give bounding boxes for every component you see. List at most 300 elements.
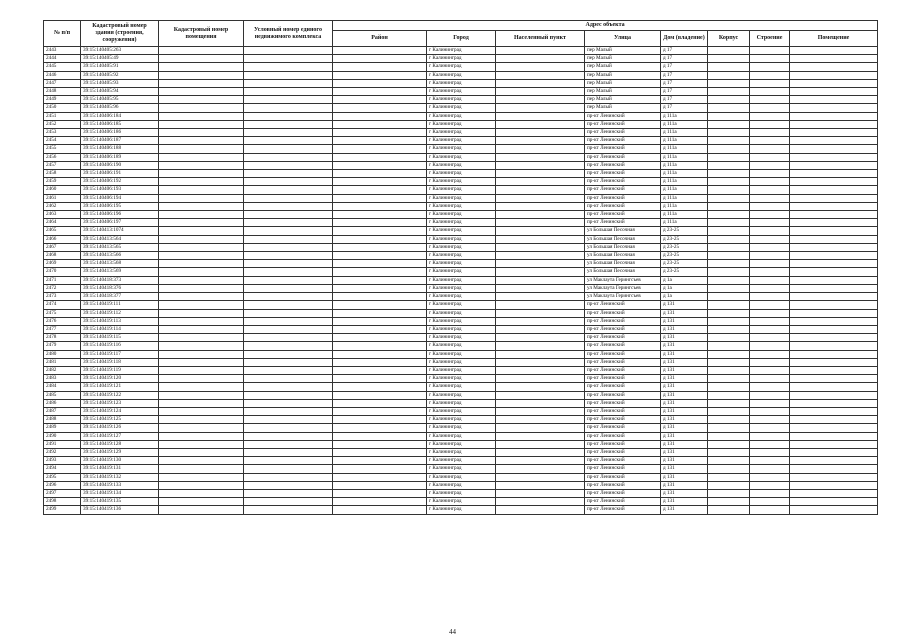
cell-korpus	[708, 129, 750, 137]
cell-premise_cad	[159, 268, 244, 276]
cell-n: 2486	[44, 399, 81, 407]
cell-korpus	[708, 47, 750, 55]
cell-cad: 39:15:140413:569	[81, 268, 159, 276]
cell-street: пр-кт Ленинский	[585, 424, 661, 432]
cell-cad: 39:15:140406:194	[81, 194, 159, 202]
cell-korpus	[708, 424, 750, 432]
cell-building	[750, 481, 790, 489]
cell-city: г Калининград	[427, 71, 496, 79]
cell-cad: 39:15:140419:130	[81, 457, 159, 465]
cell-premise_cad	[159, 186, 244, 194]
cell-premise_cad	[159, 55, 244, 63]
cell-premise_cad	[159, 391, 244, 399]
cell-n: 2460	[44, 186, 81, 194]
cell-building	[750, 243, 790, 251]
table-row	[44, 153, 878, 161]
cell-cond	[244, 235, 333, 243]
table-row	[44, 342, 878, 350]
cell-locality	[496, 325, 585, 333]
cell-locality	[496, 137, 585, 145]
cell-city: г Калининград	[427, 211, 496, 219]
cell-n: 2473	[44, 293, 81, 301]
table-row	[44, 473, 878, 481]
table-row	[44, 407, 878, 415]
table-row	[44, 88, 878, 96]
cell-house: д 131	[661, 358, 708, 366]
cell-premise_cad	[159, 407, 244, 415]
table-row	[44, 334, 878, 342]
cell-district	[333, 120, 427, 128]
cell-cad: 39:15:140413:1074	[81, 227, 159, 235]
cell-premise	[790, 440, 878, 448]
cell-district	[333, 489, 427, 497]
cell-premise_cad	[159, 465, 244, 473]
cell-cad: 39:15:140419:135	[81, 498, 159, 506]
cell-cad: 39:15:140413:568	[81, 260, 159, 268]
cell-cond	[244, 440, 333, 448]
cell-street: пр-кт Ленинский	[585, 399, 661, 407]
cell-street: пр-кт Ленинский	[585, 407, 661, 415]
cell-street: пр-кт Ленинский	[585, 153, 661, 161]
cell-district	[333, 170, 427, 178]
cell-premise_cad	[159, 301, 244, 309]
cell-house: д 131	[661, 309, 708, 317]
cell-cond	[244, 383, 333, 391]
cell-korpus	[708, 334, 750, 342]
cell-cond	[244, 448, 333, 456]
table-row	[44, 284, 878, 292]
cell-n: 2454	[44, 137, 81, 145]
cell-house: д 17	[661, 55, 708, 63]
cell-premise	[790, 506, 878, 514]
cell-locality	[496, 120, 585, 128]
cell-locality	[496, 342, 585, 350]
cell-building	[750, 350, 790, 358]
cell-locality	[496, 227, 585, 235]
cell-street: пр-кт Ленинский	[585, 202, 661, 210]
cell-n: 2481	[44, 358, 81, 366]
cell-street: пр-кт Ленинский	[585, 325, 661, 333]
cell-building	[750, 96, 790, 104]
header-premise: Помещение	[790, 31, 878, 47]
cell-premise_cad	[159, 260, 244, 268]
cell-house: д 111а	[661, 178, 708, 186]
cell-district	[333, 375, 427, 383]
cell-street: пр-кт Ленинский	[585, 342, 661, 350]
cell-premise_cad	[159, 137, 244, 145]
cell-n: 2477	[44, 325, 81, 333]
cell-locality	[496, 350, 585, 358]
cell-district	[333, 186, 427, 194]
cell-house: д 131	[661, 342, 708, 350]
cell-cond	[244, 375, 333, 383]
table-row	[44, 301, 878, 309]
cell-cond	[244, 325, 333, 333]
cell-premise	[790, 309, 878, 317]
cell-korpus	[708, 112, 750, 120]
table-row	[44, 235, 878, 243]
cell-district	[333, 293, 427, 301]
cell-premise	[790, 120, 878, 128]
table-row	[44, 194, 878, 202]
cell-korpus	[708, 506, 750, 514]
table-row	[44, 350, 878, 358]
cell-cond	[244, 252, 333, 260]
cell-district	[333, 219, 427, 227]
cell-cond	[244, 186, 333, 194]
cell-locality	[496, 252, 585, 260]
cell-n: 2466	[44, 235, 81, 243]
cell-house: д 111а	[661, 129, 708, 137]
cell-cond	[244, 260, 333, 268]
cell-building	[750, 194, 790, 202]
cell-premise_cad	[159, 399, 244, 407]
cell-cad: 39:15:140419:114	[81, 325, 159, 333]
cell-house: д 17	[661, 63, 708, 71]
cell-district	[333, 153, 427, 161]
cell-district	[333, 145, 427, 153]
cell-premise	[790, 63, 878, 71]
cell-premise	[790, 161, 878, 169]
cell-locality	[496, 194, 585, 202]
cell-street: пр-кт Ленинский	[585, 448, 661, 456]
cell-korpus	[708, 235, 750, 243]
cell-city: г Калининград	[427, 170, 496, 178]
table-row	[44, 63, 878, 71]
cell-locality	[496, 153, 585, 161]
cell-premise_cad	[159, 243, 244, 251]
cell-premise_cad	[159, 170, 244, 178]
cell-cad: 39:15:140405:93	[81, 79, 159, 87]
cell-premise_cad	[159, 235, 244, 243]
cell-premise	[790, 432, 878, 440]
cell-cad: 39:15:140419:136	[81, 506, 159, 514]
cell-cad: 39:15:140419:132	[81, 473, 159, 481]
cell-n: 2487	[44, 407, 81, 415]
cell-premise_cad	[159, 383, 244, 391]
cell-n: 2492	[44, 448, 81, 456]
table-row	[44, 391, 878, 399]
header-district: Район	[333, 31, 427, 47]
cell-premise	[790, 301, 878, 309]
cell-premise	[790, 334, 878, 342]
cell-building	[750, 284, 790, 292]
cell-cond	[244, 178, 333, 186]
cell-n: 2483	[44, 375, 81, 383]
cell-district	[333, 104, 427, 112]
cell-city: г Калининград	[427, 284, 496, 292]
cell-cond	[244, 416, 333, 424]
cell-cad: 39:15:140419:125	[81, 416, 159, 424]
cell-cad: 39:15:140413:564	[81, 235, 159, 243]
cell-locality	[496, 432, 585, 440]
cell-korpus	[708, 71, 750, 79]
table-row	[44, 448, 878, 456]
cell-house: д 1а	[661, 284, 708, 292]
cell-building	[750, 276, 790, 284]
cell-street: пер Малый	[585, 63, 661, 71]
cell-district	[333, 342, 427, 350]
cell-city: г Калининград	[427, 120, 496, 128]
cell-korpus	[708, 219, 750, 227]
cell-street: пр-кт Ленинский	[585, 432, 661, 440]
cell-premise	[790, 194, 878, 202]
cell-house: д 131	[661, 432, 708, 440]
cell-street: пр-кт Ленинский	[585, 481, 661, 489]
cell-korpus	[708, 498, 750, 506]
cell-city: г Калининград	[427, 457, 496, 465]
cell-korpus	[708, 391, 750, 399]
cell-locality	[496, 112, 585, 120]
cell-cond	[244, 399, 333, 407]
table-row	[44, 366, 878, 374]
cell-n: 2498	[44, 498, 81, 506]
cell-korpus	[708, 383, 750, 391]
cell-n: 2472	[44, 284, 81, 292]
cell-premise	[790, 145, 878, 153]
cell-korpus	[708, 407, 750, 415]
cell-korpus	[708, 489, 750, 497]
cell-premise_cad	[159, 473, 244, 481]
cell-cond	[244, 63, 333, 71]
cell-building	[750, 227, 790, 235]
cell-city: г Калининград	[427, 153, 496, 161]
cell-house: д 131	[661, 399, 708, 407]
cell-premise_cad	[159, 366, 244, 374]
cell-premise	[790, 391, 878, 399]
cell-cond	[244, 465, 333, 473]
cell-locality	[496, 170, 585, 178]
cell-korpus	[708, 88, 750, 96]
cell-premise	[790, 186, 878, 194]
cell-korpus	[708, 268, 750, 276]
cell-street: ул Большая Песочная	[585, 243, 661, 251]
cell-n: 2447	[44, 79, 81, 87]
cell-street: пр-кт Ленинский	[585, 194, 661, 202]
cell-premise_cad	[159, 211, 244, 219]
cell-district	[333, 71, 427, 79]
cell-cad: 39:15:140406:196	[81, 211, 159, 219]
page-number: 44	[449, 628, 456, 636]
cell-premise_cad	[159, 293, 244, 301]
cell-city: г Калининград	[427, 342, 496, 350]
cell-korpus	[708, 473, 750, 481]
table-row	[44, 268, 878, 276]
cell-locality	[496, 334, 585, 342]
cell-cad: 39:15:140406:193	[81, 186, 159, 194]
cell-locality	[496, 47, 585, 55]
cell-district	[333, 465, 427, 473]
cell-cond	[244, 96, 333, 104]
cell-city: г Калининград	[427, 145, 496, 153]
cell-premise	[790, 416, 878, 424]
cell-city: г Калининград	[427, 63, 496, 71]
header-premise-cadastral-number: Кадастровый номер помещения	[159, 21, 244, 47]
cell-locality	[496, 506, 585, 514]
cell-premise	[790, 276, 878, 284]
table-row	[44, 260, 878, 268]
cell-n: 2461	[44, 194, 81, 202]
cell-cond	[244, 202, 333, 210]
cell-n: 2488	[44, 416, 81, 424]
cell-cad: 39:15:140419:124	[81, 407, 159, 415]
cell-district	[333, 309, 427, 317]
cell-premise_cad	[159, 120, 244, 128]
table-row	[44, 317, 878, 325]
cell-house: д 131	[661, 325, 708, 333]
cell-district	[333, 276, 427, 284]
cell-house: д 17	[661, 104, 708, 112]
cell-house: д 111а	[661, 145, 708, 153]
cell-cad: 39:15:140419:134	[81, 489, 159, 497]
cell-cond	[244, 120, 333, 128]
cell-district	[333, 432, 427, 440]
cell-city: г Калининград	[427, 104, 496, 112]
cell-district	[333, 260, 427, 268]
cell-locality	[496, 358, 585, 366]
header-conditional-number: Условный номер единого недвижимого комплекса	[244, 21, 333, 47]
cell-district	[333, 268, 427, 276]
cell-locality	[496, 407, 585, 415]
cell-building	[750, 268, 790, 276]
cell-district	[333, 194, 427, 202]
cell-korpus	[708, 252, 750, 260]
cell-cad: 39:15:140419:116	[81, 342, 159, 350]
cell-premise_cad	[159, 325, 244, 333]
cell-building	[750, 120, 790, 128]
cell-locality	[496, 63, 585, 71]
cell-building	[750, 137, 790, 145]
cell-n: 2465	[44, 227, 81, 235]
table-row	[44, 79, 878, 87]
cell-cad: 39:15:140419:113	[81, 317, 159, 325]
cell-premise_cad	[159, 161, 244, 169]
cell-district	[333, 399, 427, 407]
cell-locality	[496, 301, 585, 309]
cell-locality	[496, 317, 585, 325]
cell-city: г Калининград	[427, 334, 496, 342]
header-building: Строение	[750, 31, 790, 47]
header-locality: Населенный пункт	[496, 31, 585, 47]
cell-n: 2497	[44, 489, 81, 497]
cell-city: г Калининград	[427, 407, 496, 415]
cell-n: 2467	[44, 243, 81, 251]
cell-street: ул Большая Песочная	[585, 268, 661, 276]
cell-house: д 111а	[661, 219, 708, 227]
cell-n: 2458	[44, 170, 81, 178]
cell-korpus	[708, 79, 750, 87]
cell-n: 2493	[44, 457, 81, 465]
cell-city: г Калининград	[427, 243, 496, 251]
cell-premise	[790, 481, 878, 489]
cell-cad: 39:15:140419:111	[81, 301, 159, 309]
cell-building	[750, 383, 790, 391]
cell-premise_cad	[159, 350, 244, 358]
cell-cad: 39:15:140406:195	[81, 202, 159, 210]
cell-house: д 131	[661, 317, 708, 325]
cell-premise_cad	[159, 178, 244, 186]
cell-cad: 39:15:140419:129	[81, 448, 159, 456]
cell-street: пр-кт Ленинский	[585, 473, 661, 481]
cell-district	[333, 202, 427, 210]
table-row	[44, 161, 878, 169]
cell-premise_cad	[159, 63, 244, 71]
cell-locality	[496, 243, 585, 251]
cell-cad: 39:15:140418:376	[81, 284, 159, 292]
cell-city: г Калининград	[427, 260, 496, 268]
cell-city: г Калининград	[427, 448, 496, 456]
header-building-cadastral-number: Кадастровый номер здания (строения, сооружения)	[81, 21, 159, 47]
cell-premise	[790, 325, 878, 333]
table-row	[44, 432, 878, 440]
cell-building	[750, 129, 790, 137]
cell-premise	[790, 375, 878, 383]
table-row	[44, 375, 878, 383]
cell-premise_cad	[159, 440, 244, 448]
cell-street: пер Малый	[585, 47, 661, 55]
cell-premise_cad	[159, 457, 244, 465]
cell-building	[750, 366, 790, 374]
cell-district	[333, 440, 427, 448]
cell-cond	[244, 424, 333, 432]
cell-premise	[790, 293, 878, 301]
cell-locality	[496, 104, 585, 112]
cell-city: г Калининград	[427, 481, 496, 489]
cell-cond	[244, 268, 333, 276]
cell-house: д 17	[661, 88, 708, 96]
cell-building	[750, 112, 790, 120]
cell-n: 2453	[44, 129, 81, 137]
cell-cond	[244, 145, 333, 153]
cell-building	[750, 317, 790, 325]
cell-premise	[790, 268, 878, 276]
cell-locality	[496, 276, 585, 284]
table-row	[44, 383, 878, 391]
cell-cond	[244, 129, 333, 137]
cell-cond	[244, 104, 333, 112]
cell-building	[750, 399, 790, 407]
cell-city: г Калининград	[427, 293, 496, 301]
cell-n: 2496	[44, 481, 81, 489]
cell-city: г Калининград	[427, 202, 496, 210]
cell-cond	[244, 334, 333, 342]
cell-street: пр-кт Ленинский	[585, 375, 661, 383]
cell-cad: 39:15:140405:95	[81, 96, 159, 104]
table-row	[44, 293, 878, 301]
cell-n: 2449	[44, 96, 81, 104]
cell-house: д 23-25	[661, 235, 708, 243]
table-row	[44, 399, 878, 407]
cell-cad: 39:15:140419:121	[81, 383, 159, 391]
cell-premise_cad	[159, 424, 244, 432]
cell-n: 2478	[44, 334, 81, 342]
cell-premise	[790, 219, 878, 227]
cell-n: 2464	[44, 219, 81, 227]
cell-premise	[790, 88, 878, 96]
table-row	[44, 358, 878, 366]
table-row	[44, 178, 878, 186]
table-row	[44, 440, 878, 448]
cell-locality	[496, 391, 585, 399]
cell-premise	[790, 137, 878, 145]
cell-cad: 39:15:140405:96	[81, 104, 159, 112]
cell-city: г Калининград	[427, 399, 496, 407]
cell-korpus	[708, 366, 750, 374]
cell-cond	[244, 47, 333, 55]
cell-cond	[244, 243, 333, 251]
cell-cond	[244, 71, 333, 79]
cell-premise	[790, 153, 878, 161]
